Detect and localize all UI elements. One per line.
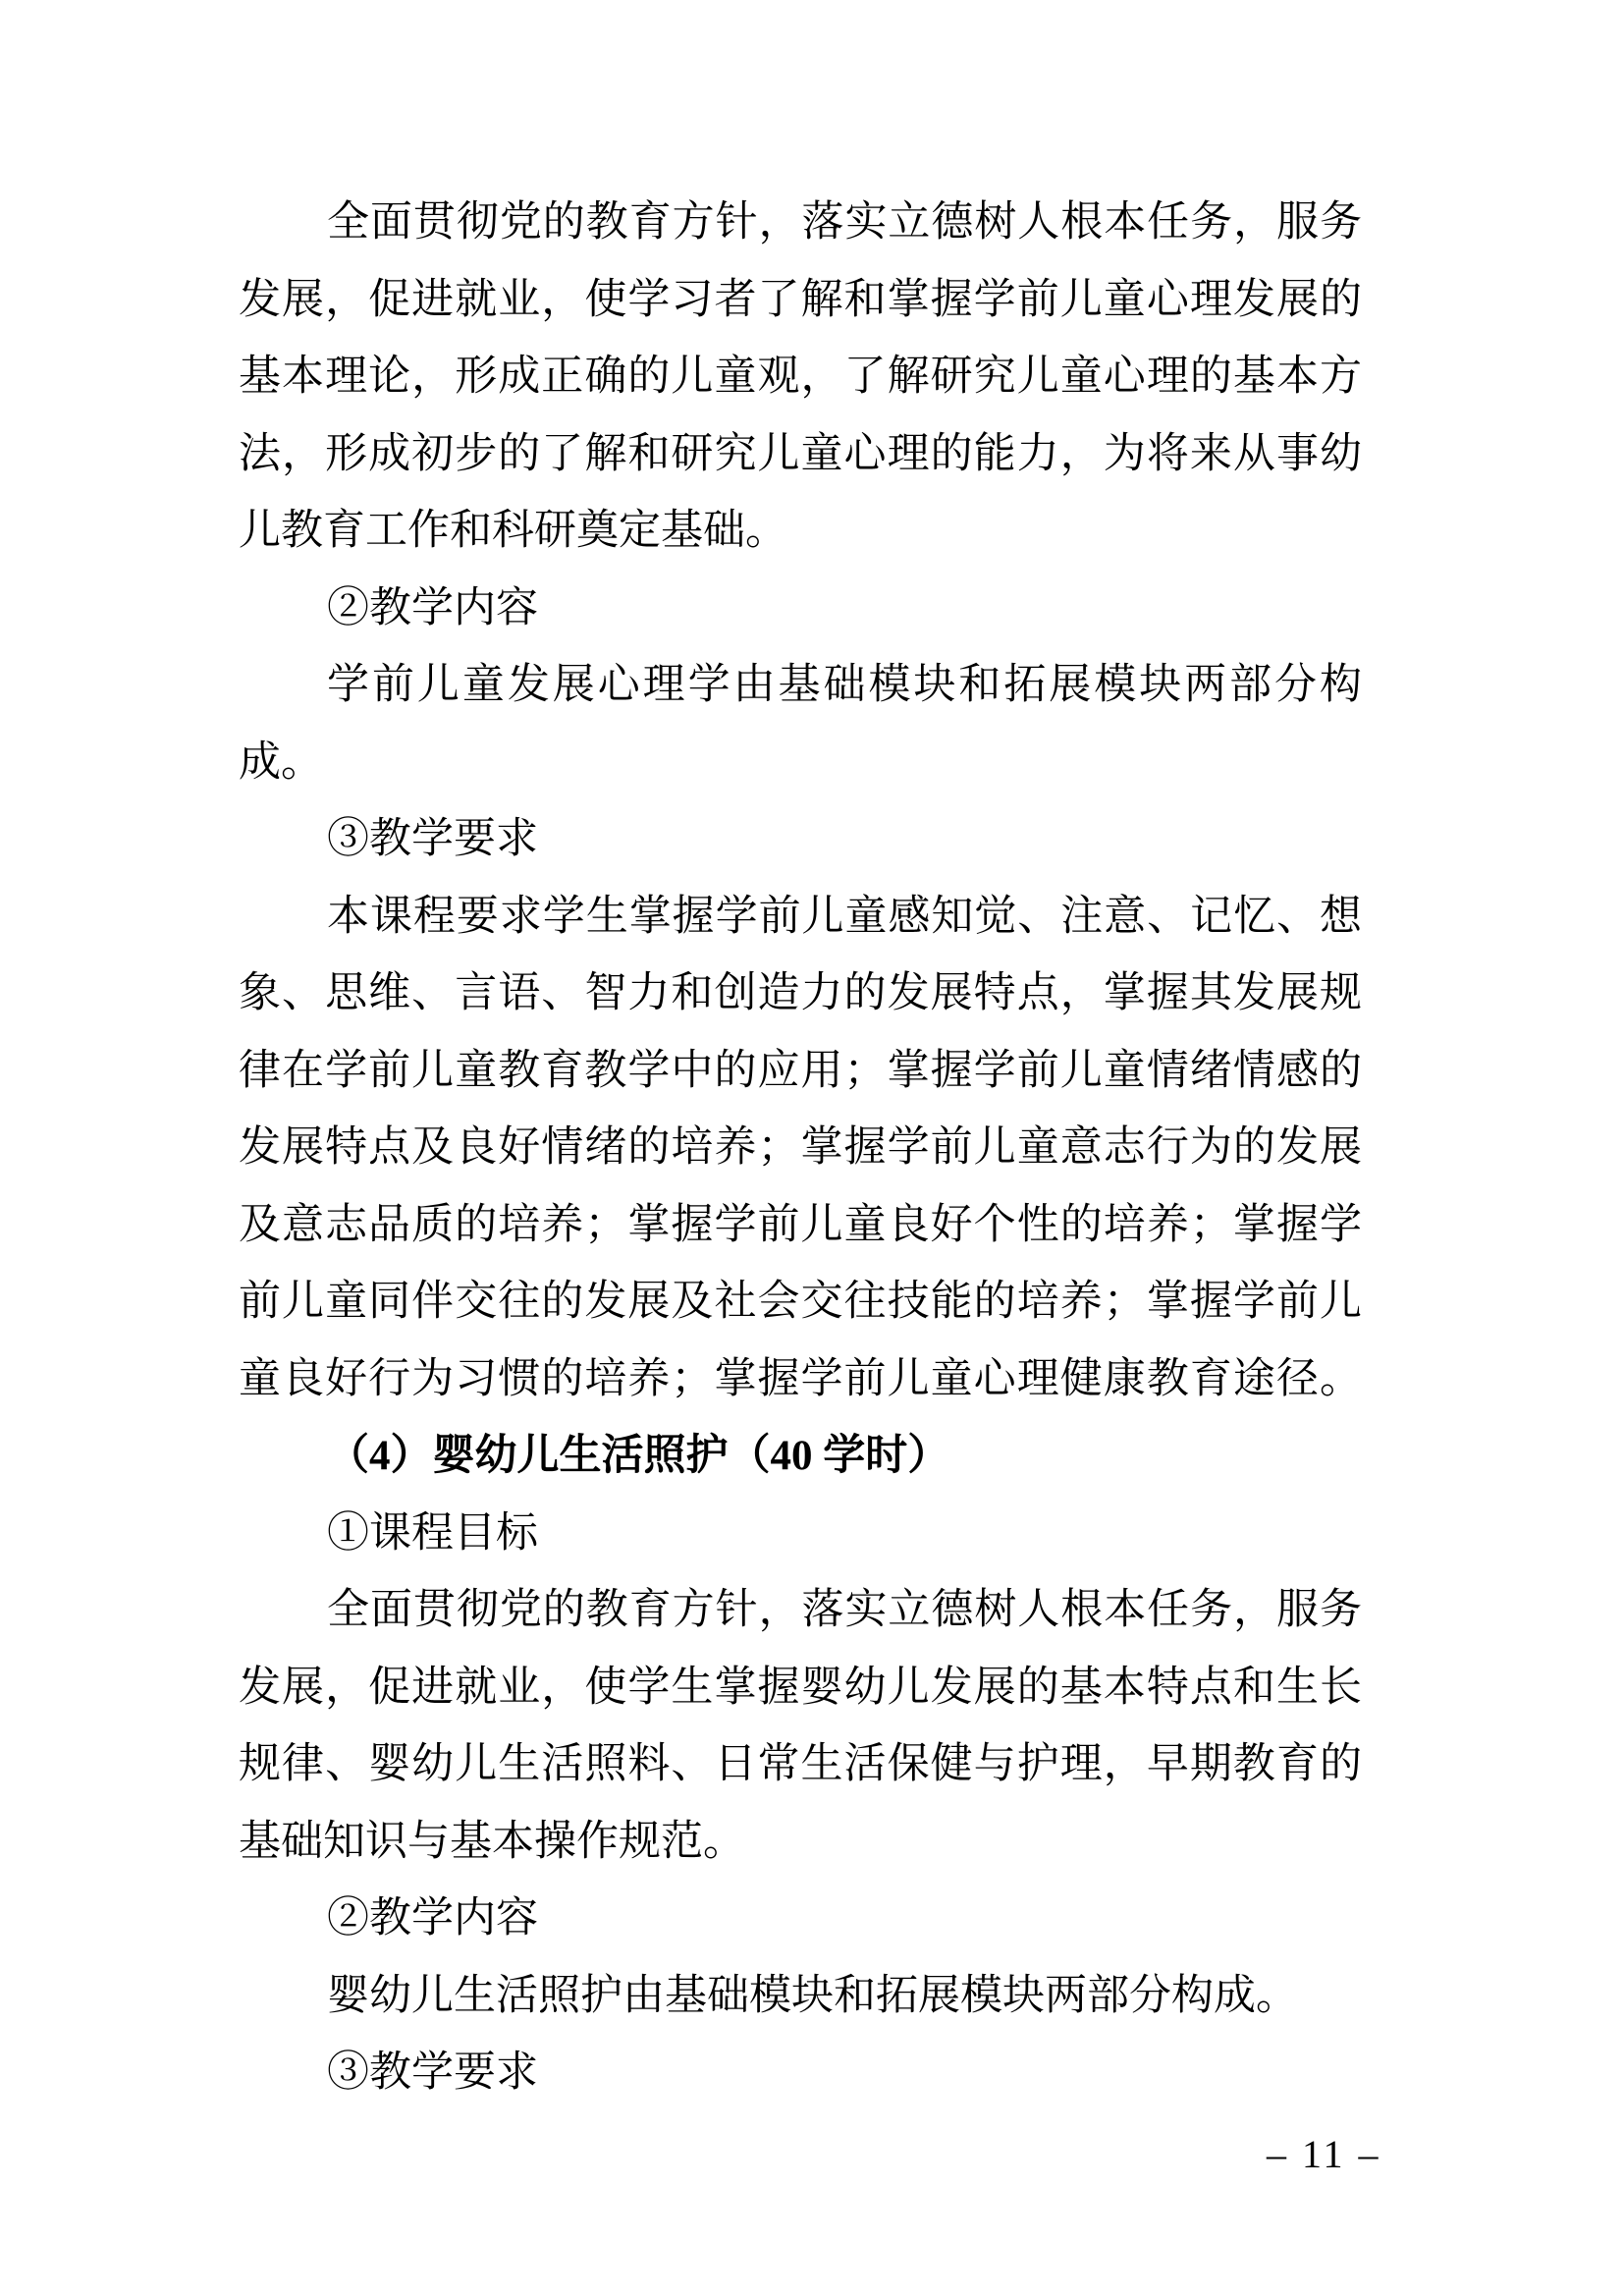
page-body-text: [239, 185, 1362, 2112]
body-text-line: 发展，促进就业，使学生掌握婴幼儿发展的基本特点和生长: [239, 1664, 1362, 1711]
subheading-line: ③教学要求: [327, 2050, 538, 2096]
body-text-line: 全面贯彻党的教育方针，落实立德树人根本任务，服务: [327, 1587, 1362, 1633]
body-text-line: 象、思维、言语、智力和创造力的发展特点，掌握其发展规: [239, 970, 1362, 1016]
body-text-line: 基础知识与基本操作规范。: [239, 1818, 745, 1865]
body-text-line: 儿教育工作和科研奠定基础。: [239, 508, 787, 554]
body-text-line: 基本理论，形成正确的儿童观，了解研究儿童心理的基本方: [239, 354, 1362, 400]
body-text-line: 规律、婴幼儿生活照料、日常生活保健与护理，早期教育的: [239, 1741, 1362, 1787]
subheading-line: ①课程目标: [327, 1509, 538, 1557]
subheading-line: ③教学要求: [327, 816, 538, 862]
body-text-line: 学前儿童发展心理学由基础模块和拓展模块两部分构: [327, 662, 1362, 708]
body-text-line: 童良好行为习惯的培养；掌握学前儿童心理健康教育途径。: [239, 1355, 1362, 1402]
body-text-line: 婴幼儿生活照护由基础模块和拓展模块两部分构成。: [327, 1972, 1298, 2019]
subheading-line: ②教学内容: [327, 584, 538, 631]
body-text-line: 成。: [239, 738, 323, 786]
body-text-line: 法，形成初步的了解和研究儿童心理的能力，为将来从事幼: [239, 430, 1362, 477]
subheading-line: ②教学内容: [327, 1895, 538, 1941]
page-number: – 11 –: [1267, 2132, 1381, 2176]
body-text-line: 本课程要求学生掌握学前儿童感知觉、注意、记忆、想: [327, 893, 1362, 940]
body-text-line: 及意志品质的培养；掌握学前儿童良好个性的培养；掌握学: [239, 1201, 1362, 1248]
body-text-line: 发展，促进就业，使学习者了解和掌握学前儿童心理发展的: [239, 276, 1362, 323]
section-heading-4: （4）婴幼儿生活照护（40 学时）: [327, 1433, 950, 1479]
body-text-line: 律在学前儿童教育教学中的应用；掌握学前儿童情绪情感的: [239, 1047, 1362, 1094]
body-text-line: 发展特点及良好情绪的培养；掌握学前儿童意志行为的发展: [239, 1124, 1362, 1171]
body-text-line: 前儿童同伴交往的发展及社会交往技能的培养；掌握学前儿: [239, 1279, 1362, 1325]
body-text-line: 全面贯彻党的教育方针，落实立德树人根本任务，服务: [327, 199, 1362, 246]
